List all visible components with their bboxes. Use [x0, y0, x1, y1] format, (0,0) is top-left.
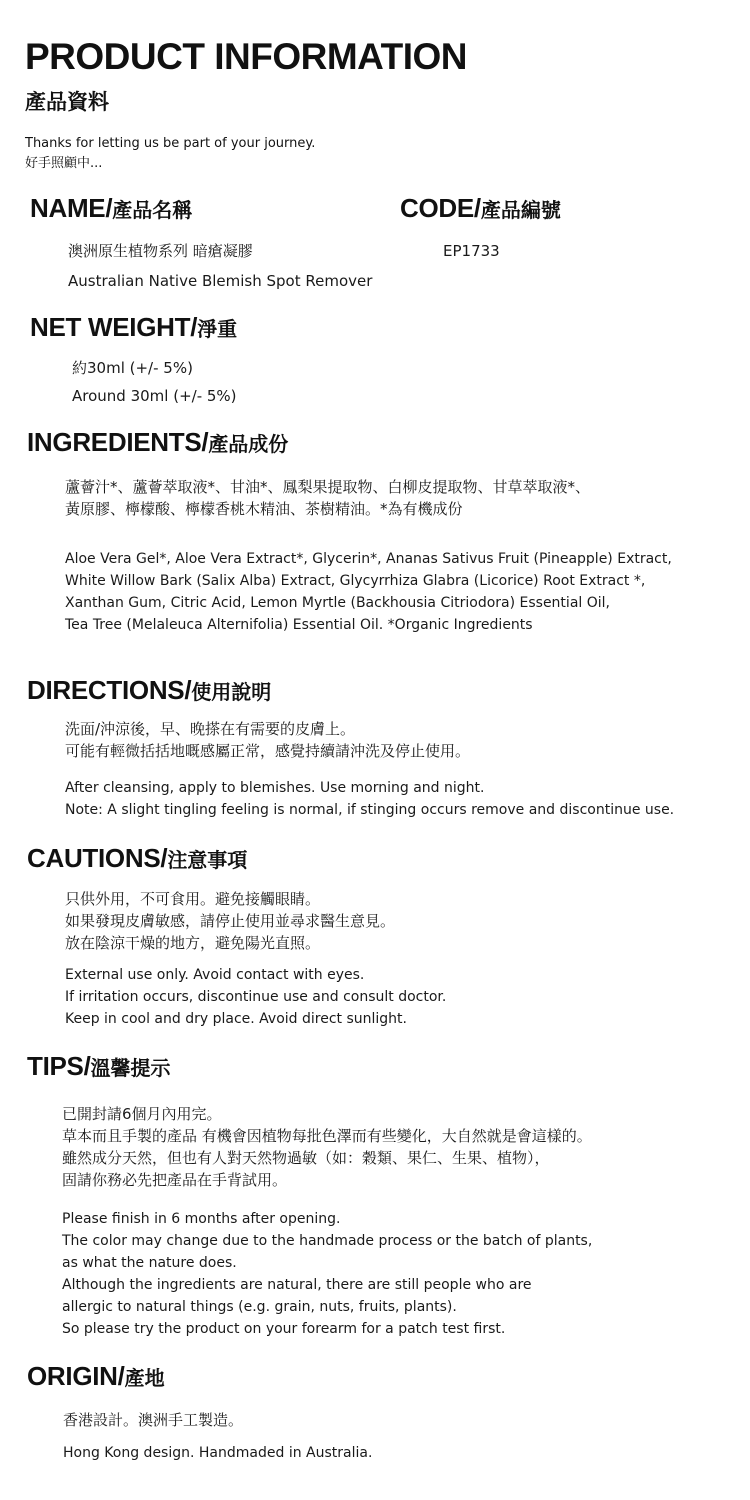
code-heading-cn: 產品編號 — [480, 198, 561, 222]
directions-en — [65, 777, 674, 821]
name-heading-cn: 產品名稱 — [112, 198, 193, 222]
ingredients-heading — [27, 427, 288, 458]
tips-en-line: So please try the product on your forearm for a patch test first. — [62, 1321, 506, 1337]
origin-en: Hong Kong design. Handmaded in Australia. — [63, 1445, 373, 1461]
intro-en: Thanks for letting us be part of your journey. — [25, 136, 316, 151]
net-weight-line-en: Around 30ml (+/- 5%) — [72, 387, 237, 405]
cautions-en — [65, 964, 446, 1030]
origin-heading-cn: 產地 — [124, 1366, 165, 1390]
code-heading-en: CODE/ — [400, 193, 481, 223]
tips-en-line: The color may change due to the handmade process or the batch of plants, — [62, 1233, 593, 1249]
cautions-heading-cn: 注意事項 — [167, 848, 248, 872]
cautions-cn — [65, 888, 395, 954]
ingredients-en-line: Aloe Vera Gel*, Aloe Vera Extract*, Glycerin*, Ananas Sativus Fruit (Pineapple) Extract, — [65, 551, 672, 567]
origin-heading-en: ORIGIN/ — [27, 1361, 125, 1391]
cautions-en-line: Keep in cool and dry place. Avoid direct sunlight. — [65, 1011, 407, 1027]
ingredients-en-line: Xanthan Gum, Citric Acid, Lemon Myrtle (Backhousia Citriodora) Essential Oil, — [65, 595, 610, 611]
cautions-cn-line: 放在陰涼干燥的地方，避免陽光直照。 — [65, 934, 321, 952]
directions-en-line: After cleansing, apply to blemishes. Use morning and night. — [65, 780, 485, 796]
page-subtitle: 產品資料 — [25, 90, 109, 114]
cautions-en-line: External use only. Avoid contact with eyes. — [65, 967, 365, 983]
tips-heading-cn: 溫馨提示 — [90, 1056, 171, 1080]
name-value — [68, 236, 372, 296]
ingredients-heading-en: INGREDIENTS/ — [27, 427, 209, 457]
name-heading-en: NAME/ — [30, 193, 113, 223]
page-title: PRODUCT INFORMATION — [25, 36, 467, 77]
code-heading — [400, 193, 561, 224]
cautions-cn-line: 如果發現皮膚敏感，請停止使用並尋求醫生意見。 — [65, 912, 396, 930]
ingredients-en — [65, 548, 672, 636]
ingredients-en-line: Tea Tree (Melaleuca Alternifolia) Essential Oil. *Organic Ingredients — [65, 617, 533, 633]
ingredients-en-line: White Willow Bark (Salix Alba) Extract, Glycyrrhiza Glabra (Licorice) Root Extract *, — [65, 573, 646, 589]
ingredients-heading-cn: 產品成份 — [208, 432, 289, 456]
net-weight-line-cn: 約30ml (+/- 5%) — [72, 359, 193, 377]
intro — [25, 134, 315, 174]
cautions-heading — [27, 843, 247, 874]
tips-en-line: allergic to natural things (e.g. grain, nuts, fruits, plants). — [62, 1299, 457, 1315]
name-line-en: Australian Native Blemish Spot Remover — [68, 272, 373, 290]
intro-cn: 好手照顧中... — [25, 156, 103, 171]
net-weight-heading — [30, 312, 237, 343]
origin-heading — [27, 1361, 165, 1392]
name-heading — [30, 193, 192, 224]
directions-cn-line: 可能有輕微括括地嘅感屬正常，感覺持續請沖洗及停止使用。 — [65, 742, 471, 760]
tips-cn-line: 已開封請6個月內用完。 — [62, 1105, 222, 1123]
tips-en-line: Although the ingredients are natural, there are still people who are — [62, 1277, 532, 1293]
cautions-cn-line: 只供外用，不可食用。避免接觸眼睛。 — [65, 890, 321, 908]
directions-heading — [27, 675, 271, 706]
directions-cn — [65, 718, 470, 762]
name-line-cn: 澳洲原生植物系列 暗瘡凝膠 — [68, 242, 253, 260]
directions-heading-en: DIRECTIONS/ — [27, 675, 192, 705]
tips-cn — [62, 1103, 592, 1191]
origin-cn: 香港設計。澳洲手工製造。 — [63, 1411, 244, 1429]
code-value: EP1733 — [443, 242, 500, 260]
tips-heading — [27, 1051, 171, 1082]
cautions-heading-en: CAUTIONS/ — [27, 843, 168, 873]
ingredients-cn-line: 蘆薈汁*、蘆薈萃取液*、甘油*、鳳梨果提取物、白柳皮提取物、甘草萃取液*、 — [65, 478, 591, 496]
tips-en-line: as what the nature does. — [62, 1255, 237, 1271]
directions-cn-line: 洗面/沖涼後，早、晚搽在有需要的皮膚上。 — [65, 720, 356, 738]
net-weight-heading-en: NET WEIGHT/ — [30, 312, 198, 342]
directions-en-line: Note: A slight tingling feeling is normal, if stinging occurs remove and discontinue use. — [65, 802, 675, 818]
net-weight-heading-cn: 淨重 — [197, 317, 238, 341]
net-weight-value — [72, 354, 237, 410]
directions-heading-cn: 使用說明 — [191, 680, 272, 704]
tips-cn-line: 草本而且手製的產品 有機會因植物每批色澤而有些變化，大自然就是會這樣的。 — [62, 1127, 592, 1145]
ingredients-cn — [65, 476, 590, 520]
tips-heading-en: TIPS/ — [27, 1051, 91, 1081]
cautions-en-line: If irritation occurs, discontinue use and consult doctor. — [65, 989, 447, 1005]
tips-cn-line: 固請你務必先把產品在手背試用。 — [62, 1171, 288, 1189]
tips-en — [62, 1208, 592, 1340]
tips-cn-line: 雖然成分天然，但也有人對天然物過敏（如：穀類、果仁、生果、植物）， — [62, 1149, 550, 1167]
tips-en-line: Please finish in 6 months after opening. — [62, 1211, 341, 1227]
ingredients-cn-line: 黃原膠、檸檬酸、檸檬香桃木精油、茶樹精油。*為有機成份 — [65, 500, 463, 518]
